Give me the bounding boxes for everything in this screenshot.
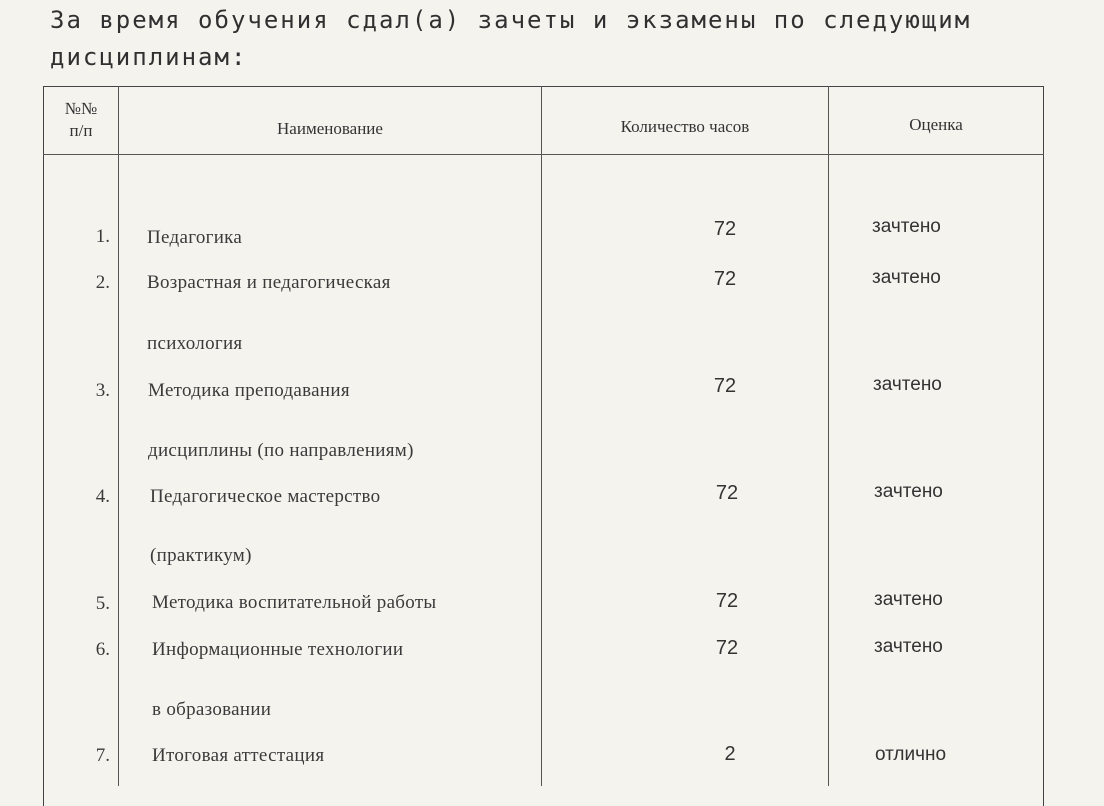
row-grade: зачтено: [874, 636, 943, 657]
row-grade: зачтено: [874, 589, 943, 610]
row-number: 7.: [95, 745, 110, 766]
row-name: Методика преподавания: [148, 380, 350, 401]
heading-line-2: дисциплинам:: [50, 43, 248, 71]
header-number-line-1: №№: [64, 99, 98, 118]
row-name-continued: (практикум): [150, 545, 252, 566]
row-name-continued: дисциплины (по направлениям): [148, 440, 414, 461]
row-number: 3.: [95, 380, 110, 401]
row-hours: 72: [713, 375, 737, 397]
header-grade: Оценка: [909, 115, 963, 134]
row-grade: отлично: [875, 744, 947, 765]
header-name: Наименование: [277, 119, 383, 138]
column-divider: [541, 86, 542, 786]
row-name: Педагогика: [147, 227, 243, 248]
row-hours: 2: [724, 743, 736, 765]
header-divider: [43, 154, 1044, 155]
row-grade: зачтено: [872, 267, 941, 288]
row-hours: 72: [713, 218, 737, 240]
row-number: 5.: [95, 593, 110, 614]
row-name: Итоговая аттестация: [152, 745, 325, 766]
row-hours: 72: [715, 590, 739, 612]
row-grade: зачтено: [872, 216, 941, 237]
row-number: 4.: [95, 486, 110, 507]
row-name: Методика воспитательной работы: [152, 592, 437, 613]
column-divider: [828, 86, 829, 786]
row-grade: зачтено: [873, 374, 942, 395]
row-name-continued: психология: [147, 333, 243, 354]
row-hours: 72: [713, 268, 737, 290]
row-number: 2.: [95, 272, 110, 293]
heading-line-1: За время обучения сдал(а) зачеты и экзамены по следующим: [50, 6, 972, 34]
header-number-line-2: п/п: [69, 121, 93, 140]
row-name-continued: в образовании: [152, 699, 272, 720]
row-hours: 72: [715, 637, 739, 659]
row-name: Информационные технологии: [152, 639, 404, 660]
row-number: 1.: [95, 226, 110, 247]
header-hours: Количество часов: [620, 117, 750, 136]
row-hours: 72: [715, 482, 739, 504]
row-name: Педагогическое мастерство: [150, 486, 381, 507]
row-grade: зачтено: [874, 481, 943, 502]
row-name: Возрастная и педагогическая: [147, 272, 391, 293]
column-divider: [118, 86, 119, 786]
document-heading: [50, 2, 1050, 76]
header-number: [44, 98, 118, 142]
row-number: 6.: [95, 639, 110, 660]
